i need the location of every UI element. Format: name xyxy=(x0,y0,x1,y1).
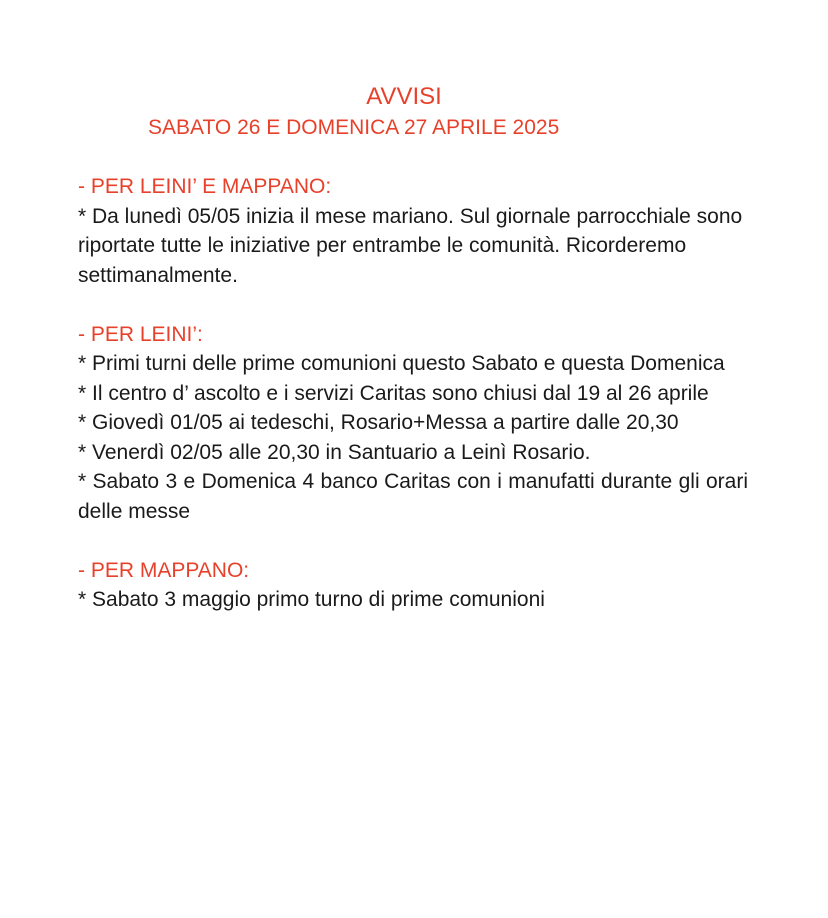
announcement-item: * Primi turni delle prime comunioni questo Sabato e questa Domenica xyxy=(78,352,725,375)
announcement-item: * Sabato 3 maggio primo turno di prime comunioni xyxy=(78,588,545,611)
section-mappano xyxy=(78,556,748,615)
announcement-item: * Venerdì 02/05 alle 20,30 in Santuario a Leinì Rosario. xyxy=(78,440,591,464)
section-heading: - PER MAPPANO: xyxy=(78,558,250,582)
announcement-item: * Da lunedì 05/05 inizia il mese mariano. Sul giornale parrocchiale sono riportate tutte le iniziative per entrambe le comunità. Ricorderemo settimanalmente. xyxy=(78,204,743,287)
announcement-item: * Sabato 3 e Domenica 4 banco Caritas con i manufatti durante gli orari delle messe xyxy=(78,470,748,523)
section-heading: - PER LEINI’ E MAPPANO: xyxy=(78,175,332,198)
page-title: AVVISI xyxy=(366,83,442,110)
section-leini xyxy=(78,320,748,527)
page-subtitle: SABATO 26 E DOMENICA 27 APRILE 2025 xyxy=(148,116,560,139)
announcement-item: * Giovedì 01/05 ai tedeschi, Rosario+Messa a partire dalle 20,30 xyxy=(78,411,679,434)
section-leini-mappano xyxy=(78,172,748,290)
announcement-item: * Il centro d’ ascolto e i servizi Caritas sono chiusi dal 19 al 26 aprile xyxy=(78,381,709,405)
announcement-body xyxy=(78,172,748,644)
section-heading: - PER LEINI’: xyxy=(78,322,203,346)
